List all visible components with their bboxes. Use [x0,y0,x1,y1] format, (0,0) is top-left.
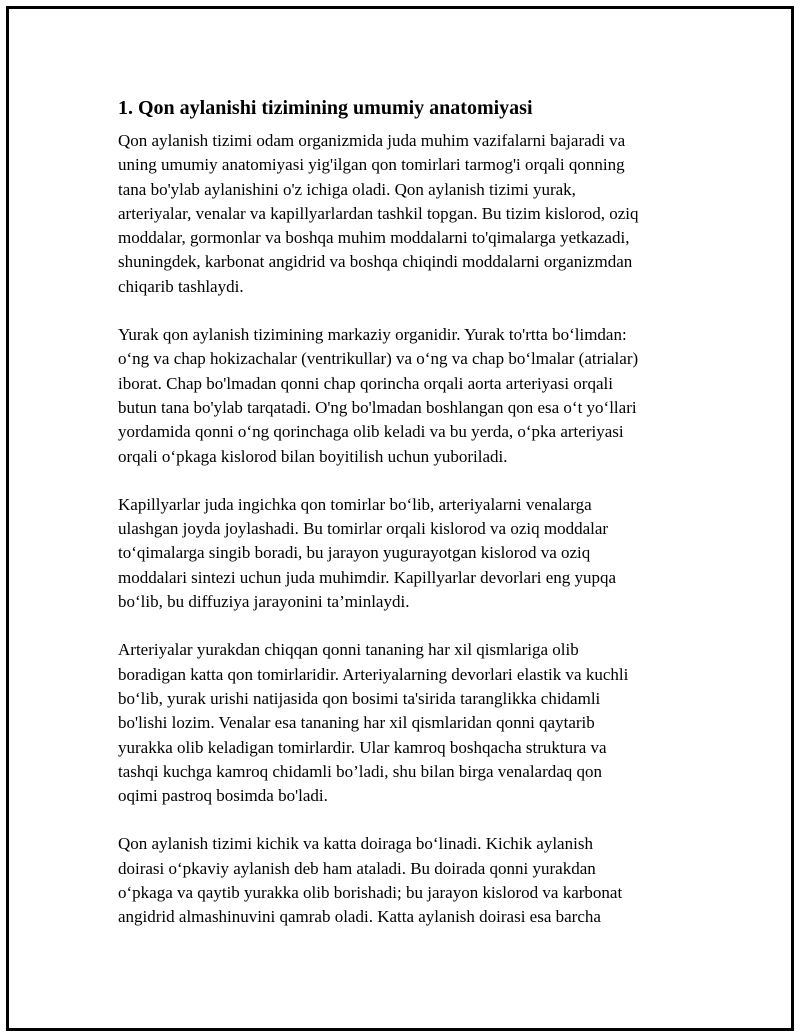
text-line: Yurak qon aylanish tizimining markaziy organidir. Yurak to'rtta bo‘limdan: [118,325,627,345]
text-line: orqali o‘pkaga kislorod bilan boyitilish uchun yuboriladi. [118,446,508,466]
text-line: shuningdek, karbonat angidrid va boshqa chiqindi moddalarni organizmdan [118,252,633,272]
text-line: Qon aylanish tizimi kichik va katta doiraga bo‘linadi. Kichik aylanish [118,834,593,854]
text-line: bo'lishi lozim. Venalar esa tananing har xil qismlaridan qonni qaytarib [118,713,595,733]
text-line: Qon aylanish tizimi odam organizmida juda muhim vazifalarni bajaradi va [118,131,626,150]
text-line: yordamida qonni o‘ng qorinchaga olib keladi va bu yerda, o‘pka arteriyasi [118,422,624,442]
text-line: o‘ng va chap hokizachalar (ventrikullar) va o‘ng va chap bo‘lmalar (atrialar) [118,349,639,369]
text-line: butun tana bo'ylab tarqatadi. O'ng bo'lmadan boshlangan qon esa o‘t yo‘llari [118,397,637,417]
text-line: tashqi kuchga kamroq chidamli bo’ladi, shu bilan birga venalardaq qon [118,761,603,781]
document-body [118,95,688,954]
text-line: Arteriyalar yurakdan chiqqan qonni tananing har xil qismlariga olib [118,640,579,660]
text-line: boradigan katta qon tomirlaridir. Arteriyalarning devorlari elastik va kuchli [118,664,629,684]
text-line: uning umumiy anatomiyasi yig'ilgan qon tomirlari tarmog'i orqali qonning [118,155,625,175]
paragraph-1 [118,129,688,299]
text-line: yurakka olib keladigan tomirlardir. Ular kamroq boshqacha struktura va [118,737,607,757]
text-line: bo‘lib, bu diffuziya jarayonini ta’minlaydi. [118,592,410,612]
paragraph-4 [118,638,688,808]
text-line: ulashgan joyda joylashadi. Bu tomirlar orqali kislorod va oziq moddalar [118,519,609,539]
paragraph-2 [118,323,688,469]
text-line: moddalar, gormonlar va boshqa muhim moddalarni to'qimalarga yetkazadi, [118,228,630,248]
text-line: arteriyalar, venalar va kapillyarlardan tashkil topgan. Bu tizim kislorod, oziq [118,203,639,223]
section-heading: 1. Qon aylanishi tizimining umumiy anatomiyasi [118,97,533,119]
text-line: oqimi pastroq bosimda bo'ladi. [118,786,328,806]
text-line: iborat. Chap bo'lmadan qonni chap qorincha orqali aorta arteriyasi orqali [118,373,613,393]
text-line: o‘pkaga va qaytib yurakka olib borishadi; bu jarayon kislorod va karbonat [118,883,623,903]
text-line: to‘qimalarga singib boradi, bu jarayon yugurayotgan kislorod va oziq [118,543,591,563]
paragraph-5 [118,832,688,929]
text-line: bo‘lib, yurak urishi natijasida qon bosimi ta'sirida taranglikka chidamli [118,688,601,708]
text-line: angidrid almashinuvini qamrab oladi. Katta aylanish doirasi esa barcha [118,907,601,927]
text-line: tana bo'ylab aylanishini o'z ichiga oladi. Qon aylanish tizimi yurak, [118,179,576,199]
text-line: moddalari sintezi uchun juda muhimdir. Kapillyarlar devorlari eng yupqa [118,567,617,587]
text-line: doirasi o‘pkaviy aylanish deb ham ataladi. Bu doirada qonni yurakdan [118,858,596,878]
text-line: chiqarib tashlaydi. [118,276,244,296]
text-line: Kapillyarlar juda ingichka qon tomirlar bo‘lib, arteriyalarni venalarga [118,494,592,514]
paragraph-3 [118,493,688,614]
